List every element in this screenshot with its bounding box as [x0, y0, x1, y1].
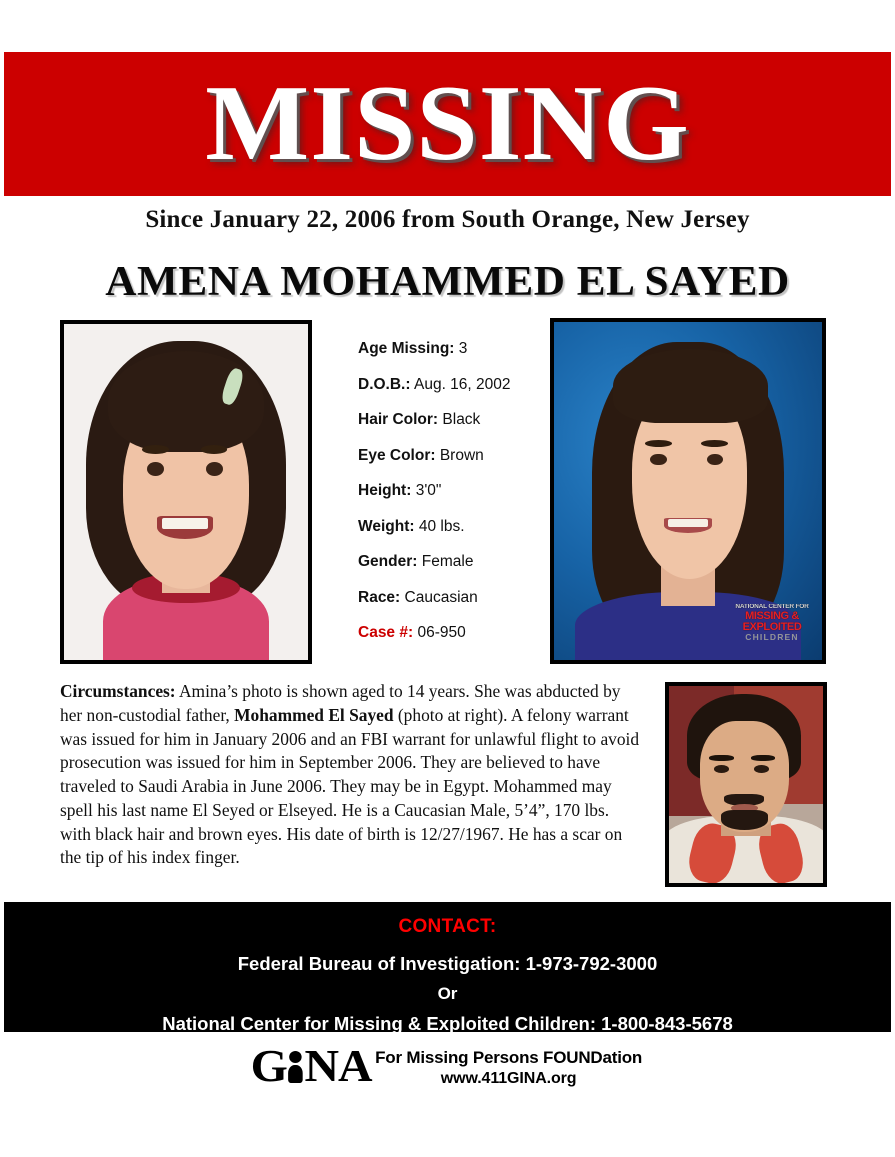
gina-logo [250, 1040, 372, 1091]
page-title: AMENA MOHAMMED EL SAYED [105, 259, 790, 305]
photo-shape [707, 454, 723, 465]
circumstances-text-part1: Amina’s photo is shown aged to 14 years. She was abducted by her non-custodial father, [60, 681, 621, 725]
detail-value: Black [442, 411, 481, 428]
photo-shape [721, 810, 767, 830]
photo-shape [162, 518, 208, 529]
detail-label: Gender: [358, 553, 418, 570]
circumstances-paragraph [60, 680, 644, 870]
contact-separator: Or [437, 984, 458, 1003]
missing-headline: MISSING [205, 64, 690, 183]
photo-shape [108, 351, 264, 452]
gina-website[interactable]: www.411GINA.org [440, 1070, 577, 1087]
detail-label: D.O.B.: [358, 375, 411, 393]
photo-shape [201, 445, 228, 454]
detail-label: Case #: [358, 624, 414, 641]
footer [0, 1040, 895, 1091]
detail-row-weight [358, 518, 558, 536]
detail-label: Hair Color: [358, 411, 439, 428]
child-photo-image [64, 324, 308, 660]
photo-shape [668, 519, 708, 526]
contact-bar [4, 902, 891, 1032]
photo-shape [751, 755, 776, 761]
photo-shape [650, 454, 666, 465]
detail-label: Height: [358, 482, 412, 499]
missing-banner [4, 52, 891, 196]
details-list [358, 340, 558, 660]
age-progressed-photo-image [554, 322, 822, 660]
photo-shape [714, 765, 729, 773]
father-photo-image [669, 686, 823, 883]
photo-shape [754, 765, 769, 773]
detail-row-case-number [358, 624, 558, 642]
photo-shape [645, 440, 672, 447]
ncmec-watermark-line3: EXPLOITED [742, 620, 802, 633]
detail-value: Aug. 16, 2002 [413, 375, 511, 393]
father-photo [665, 682, 827, 887]
detail-row-race [358, 589, 558, 607]
circumstances-text-part2: (photo at right). A felony warrant was issued for him in January 2006 and an FBI warrant for unlawful flight to avoid prosecution was issued for him in September 2006. They are believed to have traveled to Saudi Arabia in June 2006. They may be in Egypt. Mohammed may spell his last name El Seyed or Elseyed. He is a Caucasian Male, 5’4”, 170 lbs. with black hair and brown eyes. His date of birth is 12/27/1967. He has a scar on the tip of his index finger. [60, 704, 640, 868]
detail-value: Brown [439, 446, 484, 464]
contact-ncmec[interactable]: National Center for Missing & Exploited Children: 1-800-843-5678 [162, 1013, 733, 1034]
missing-since-line: Since January 22, 2006 from South Orange, New Jersey [145, 206, 750, 233]
detail-label: Age Missing: [358, 340, 455, 357]
contact-heading: CONTACT: [398, 916, 497, 937]
ncmec-watermark-line4: CHILDREN [745, 632, 799, 643]
contact-fbi[interactable]: Federal Bureau of Investigation: 1-973-792-3000 [237, 953, 658, 974]
ncmec-watermark-line2: MISSING & [745, 609, 799, 622]
detail-row-age-missing [358, 340, 558, 358]
detail-label: Eye Color: [358, 446, 436, 464]
gina-tagline-block [375, 1044, 642, 1088]
detail-label: Weight: [358, 517, 415, 535]
detail-row-gender [358, 553, 558, 571]
gina-tagline: For Missing Persons FOUNDation [375, 1048, 643, 1067]
detail-row-dob [358, 376, 558, 394]
detail-row-height [358, 482, 558, 500]
photo-shape [709, 755, 734, 761]
ncmec-watermark-line1: NATIONAL CENTER FOR [735, 604, 809, 610]
detail-row-eye-color [358, 447, 558, 465]
detail-value: Caucasian [404, 588, 478, 606]
detail-value: Female [421, 553, 474, 570]
photo-shape [142, 445, 169, 454]
detail-value: 3 [458, 340, 468, 357]
photo-shape [206, 462, 223, 476]
detail-label: Race: [358, 588, 401, 606]
child-photo [60, 320, 312, 664]
age-progressed-photo [550, 318, 826, 664]
circumstances-abductor-name: Mohammed El Sayed [234, 704, 394, 725]
photo-shape [613, 349, 768, 423]
detail-value: 3'0" [415, 482, 442, 499]
detail-value: 06-950 [417, 624, 466, 641]
detail-value: 40 lbs. [418, 517, 465, 535]
circumstances-label: Circumstances: [60, 681, 176, 701]
gina-logo-g: G [250, 1040, 287, 1091]
photo-shape [147, 462, 164, 476]
gina-logo-na: NA [304, 1040, 372, 1091]
ncmec-watermark [726, 604, 818, 656]
detail-row-hair-color [358, 411, 558, 429]
